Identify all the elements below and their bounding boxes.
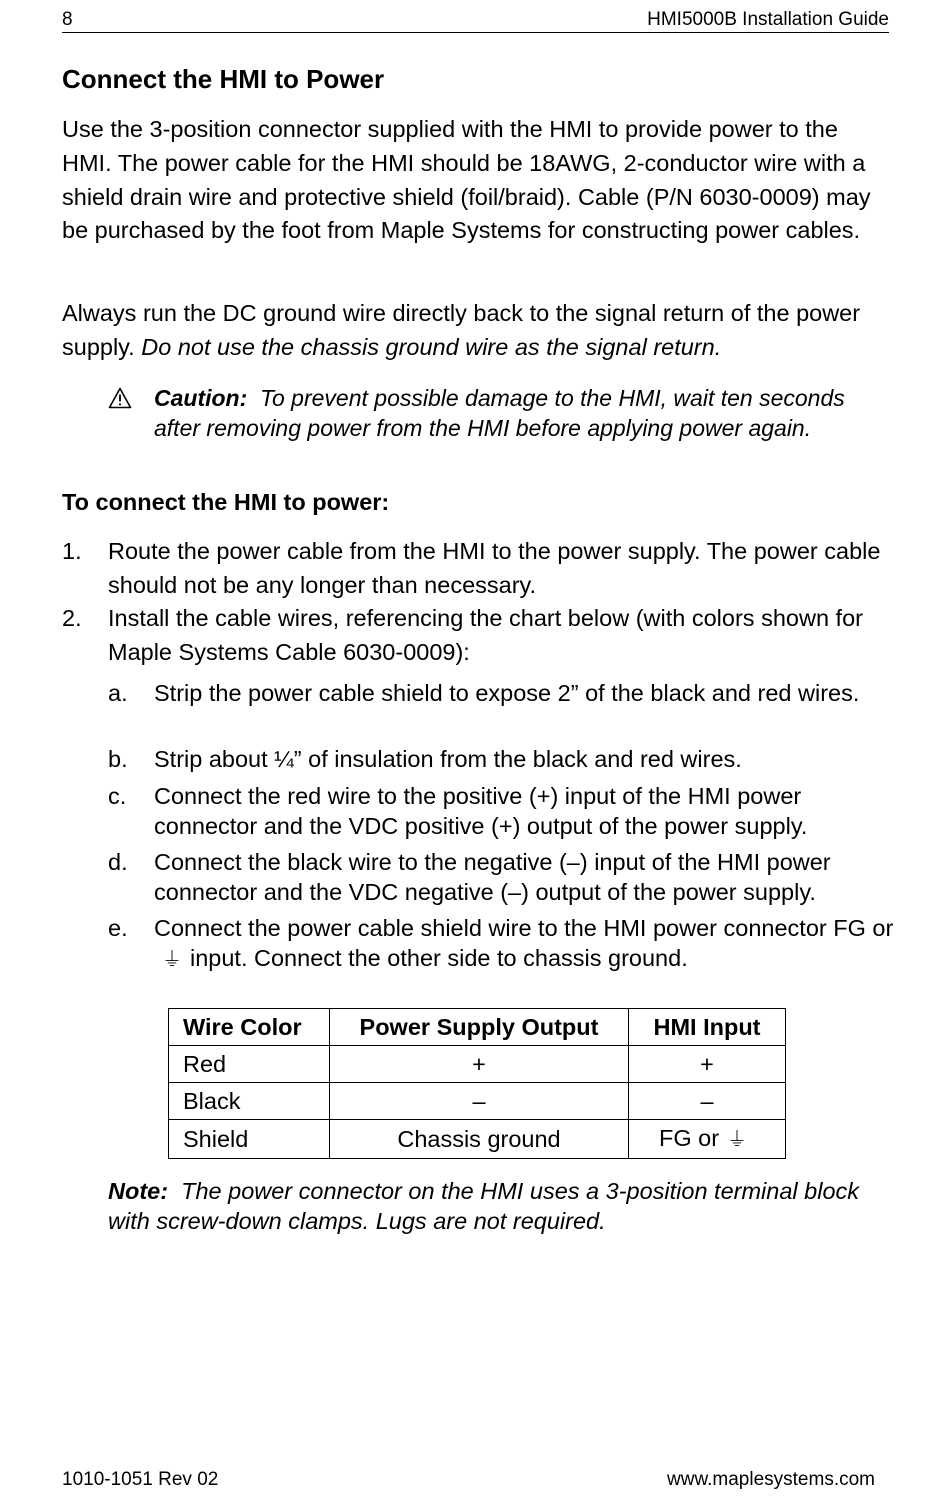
column-header: HMI Input [629,1009,786,1046]
table-cell: Shield [169,1120,330,1159]
table-cell [629,1120,786,1159]
table-cell-text: FG or [658,1125,720,1151]
step-number: 1. [62,538,82,564]
table-row [169,1083,786,1120]
substep-item [108,914,898,975]
step-item [62,602,892,669]
intro-paragraph: Use the 3-position connector supplied with the HMI to provide power to the HMI. The power cable for the HMI should be 18AWG, 2-conductor wire with a shield drain wire and protective shield (foil/braid). Cable (P/N 6030-0009) may be purchased by the foot from Maple Systems for constructing power cables. [62,116,871,244]
substep-text: Strip the power cable shield to expose 2” of the black and red wires. [154,680,860,706]
table-cell: – [330,1083,629,1120]
substep-text [154,914,898,975]
ground-paragraph-emphasis: Do not use the chassis ground wire as the signal return. [141,333,722,360]
step-number: 2. [62,605,82,631]
table-row [169,1120,786,1159]
table-row [169,1046,786,1083]
substep-item [108,745,898,775]
step-text: Route the power cable from the HMI to the power supply. The power cable should not be any longer than necessary. [108,538,881,598]
substep-text: Strip about ¼” of insulation from the black and red wires. [154,746,742,772]
substep-text: Connect the black wire to the negative (–) input of the HMI power connector and the VDC negative (–) output of the power supply. [154,849,831,905]
page-number: 8 [62,9,73,30]
warning-triangle-icon [108,384,132,414]
substep-text-after: input. Connect the other side to chassis ground. [190,944,688,971]
step-text: Install the cable wires, referencing the chart below (with colors shown for Maple Systems Cable 6030-0009): [108,605,863,665]
column-header: Wire Color [169,1009,330,1046]
caution-label: Caution: [154,385,248,411]
table-cell: + [330,1046,629,1083]
note-label: Note: [108,1178,169,1204]
table-cell: Black [169,1083,330,1120]
wire-color-table [168,1008,786,1159]
page-header [62,8,889,33]
substep-text-before: Connect the power cable shield wire to the HMI power connector FG or [154,915,894,941]
document-number: 1010-1051 Rev 02 [62,1469,219,1490]
website-link[interactable]: www.maplesystems.com [667,1469,875,1490]
substep-letter: b. [108,746,128,772]
section-title: Connect the HMI to Power [62,64,385,94]
substep-item [108,679,898,709]
ground-paragraph [62,297,892,365]
substep-text: Connect the red wire to the positive (+) input of the HMI power connector and the VDC positive (+) output of the power supply. [154,783,808,839]
caution-block [108,384,868,443]
ground-paragraph-text: Always run the DC ground wire directly back to the signal return of the power supply. [62,300,861,360]
table-header-row [169,1009,786,1046]
note-text: The power connector on the HMI uses a 3-position terminal block with screw-down clamps. Lugs are not required. [108,1178,860,1234]
ground-icon: ⏚ [727,1129,748,1151]
table-cell: Red [169,1046,330,1083]
substep-letter: a. [108,680,128,706]
substep-letter: c. [108,783,127,809]
ground-icon: ⏚ [162,948,182,971]
caution-text-block [154,384,868,443]
substep-letter: d. [108,849,128,875]
procedure-title: To connect the HMI to power: [62,489,390,515]
substep-item [108,782,898,841]
table-cell: Chassis ground [330,1120,629,1159]
substep-item [108,848,898,907]
table-cell: – [629,1083,786,1120]
step-item [62,535,892,602]
table-cell: + [629,1046,786,1083]
note-block [108,1177,888,1236]
substep-letter: e. [108,915,128,941]
caution-text: To prevent possible damage to the HMI, wait ten seconds after removing power from the HMI before applying power again. [154,385,845,441]
guide-title: HMI5000B Installation Guide [647,9,889,30]
column-header: Power Supply Output [330,1009,629,1046]
